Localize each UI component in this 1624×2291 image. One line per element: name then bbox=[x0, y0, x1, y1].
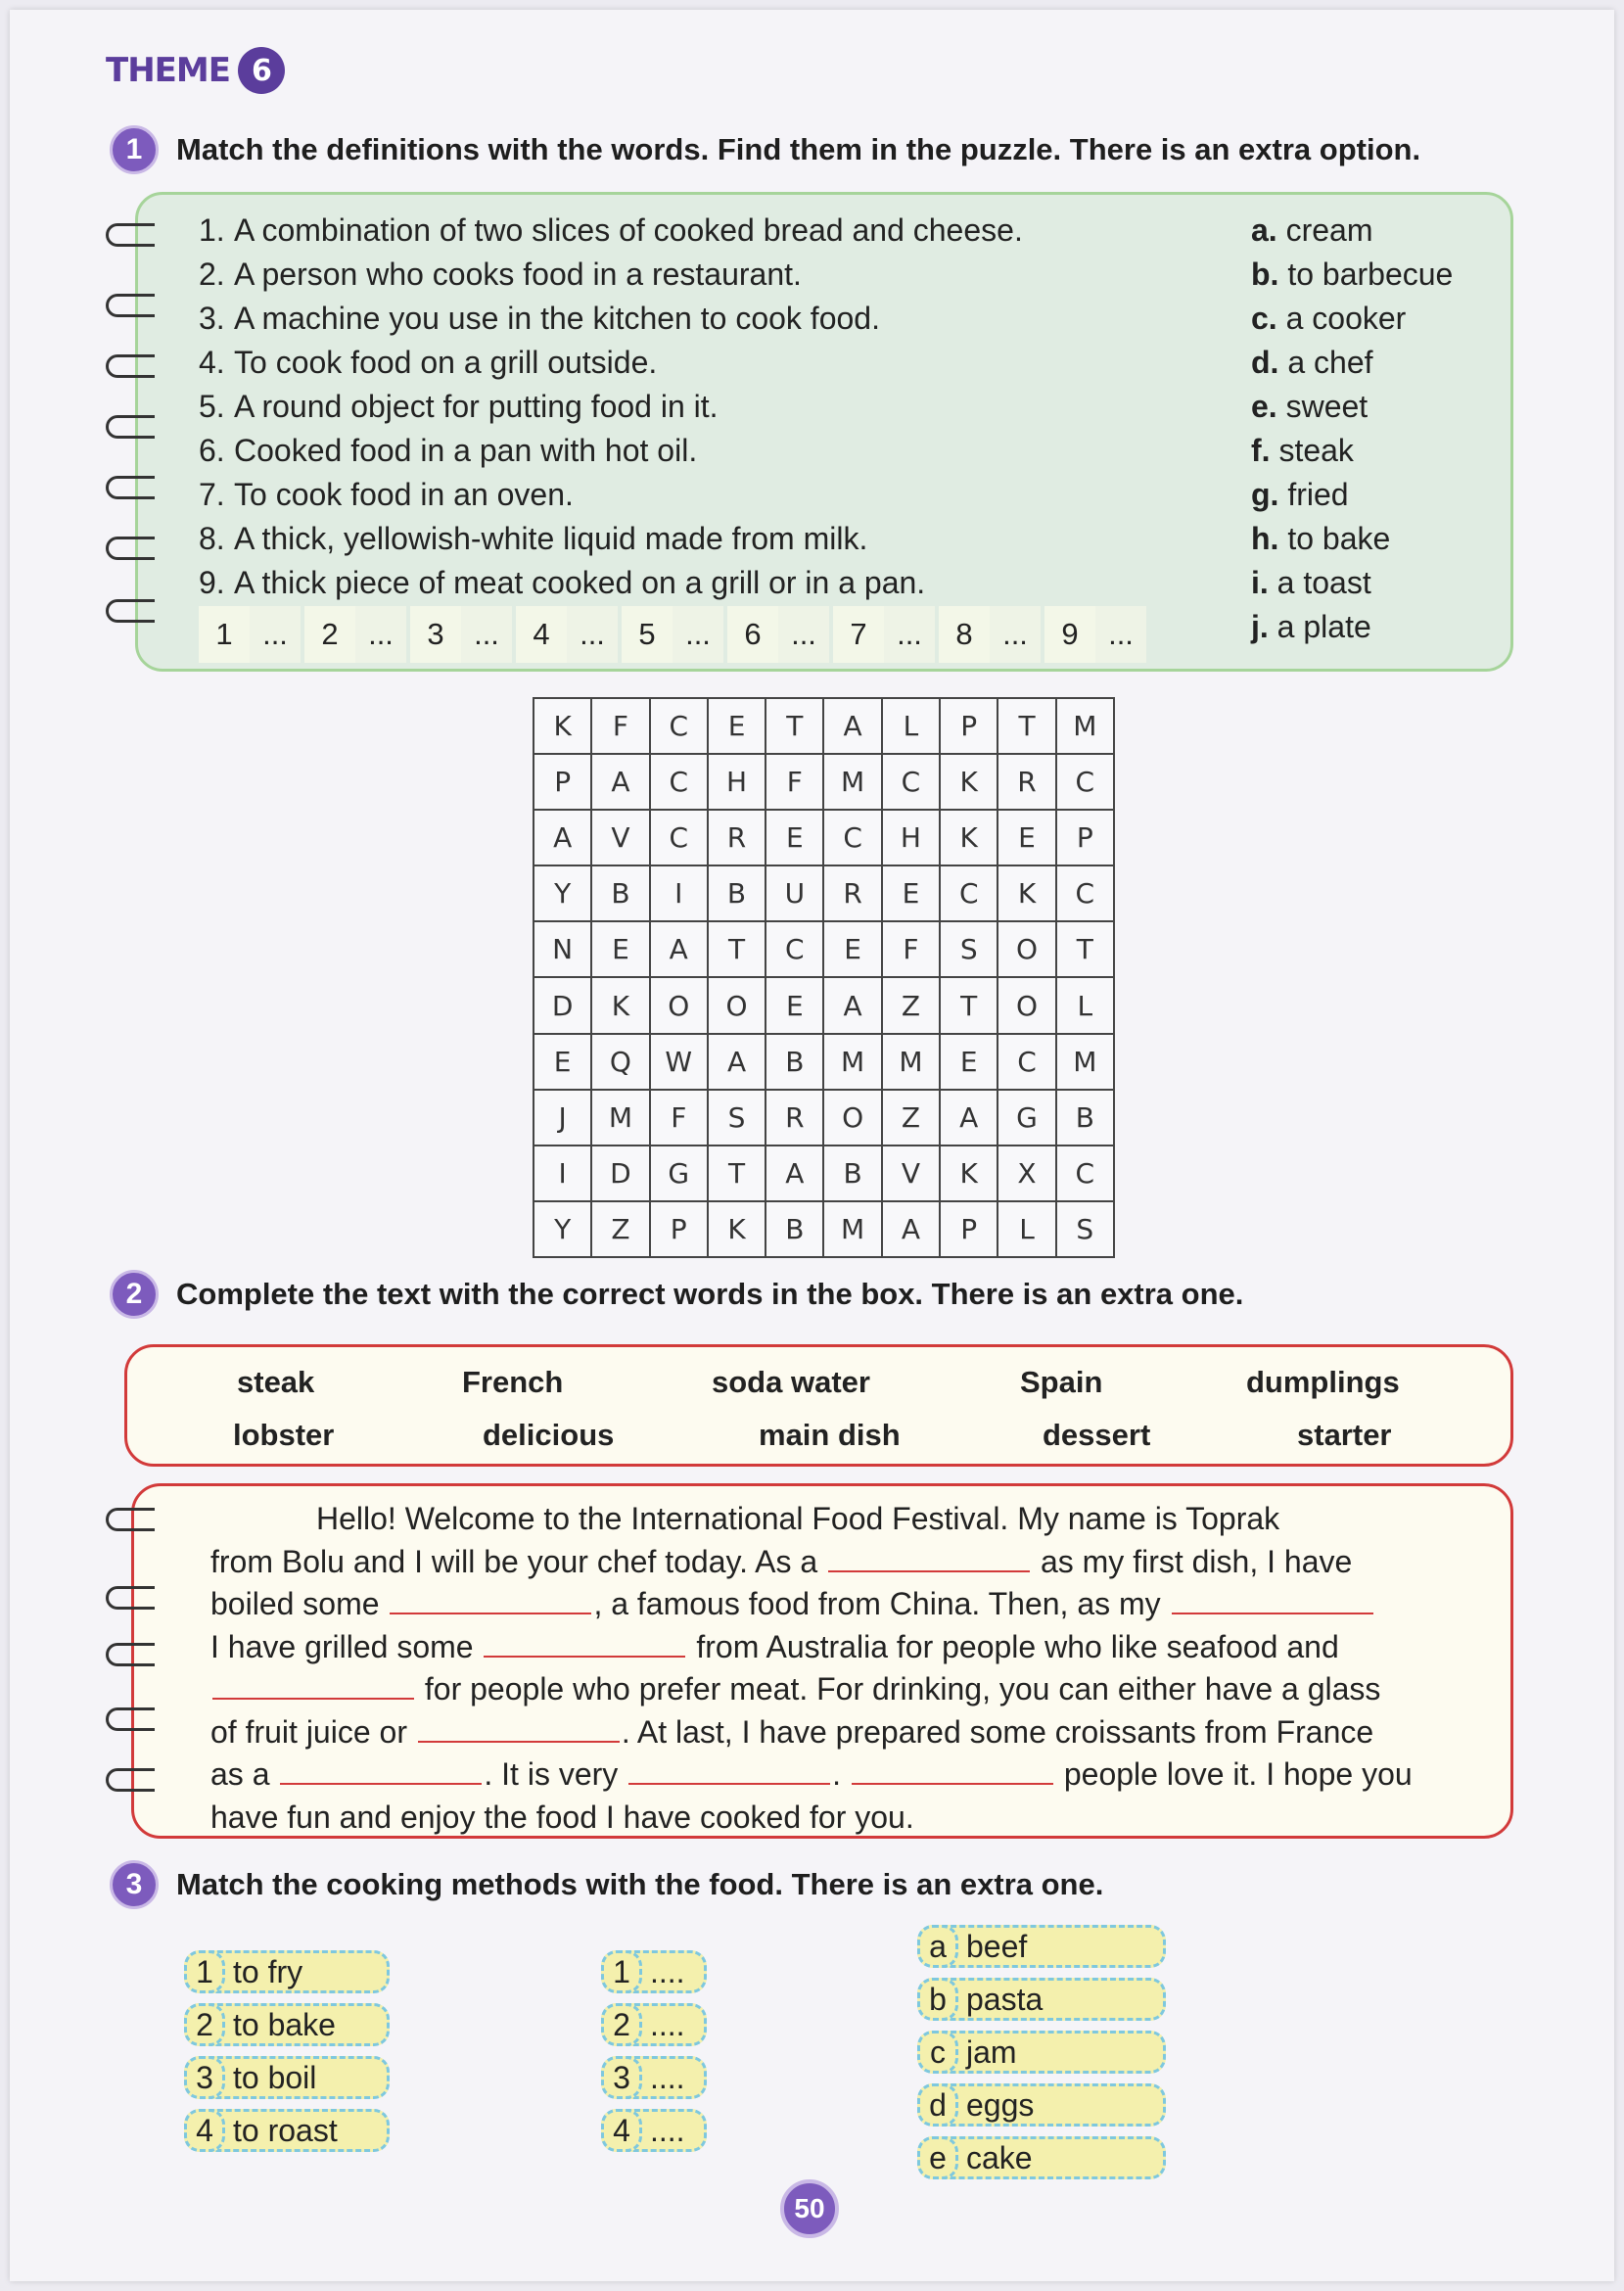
passage-line: boiled some , a famous food from China. Then, as my bbox=[210, 1583, 1503, 1626]
food-item: b pasta bbox=[917, 1978, 1166, 2021]
puzzle-cell[interactable]: C bbox=[766, 921, 823, 977]
puzzle-cell[interactable]: S bbox=[1056, 1201, 1114, 1257]
method-answer-slot[interactable]: 2 .... bbox=[601, 2003, 707, 2046]
answer-blank[interactable] bbox=[852, 1759, 1053, 1785]
option-item: c. a cooker bbox=[1251, 301, 1407, 336]
text-box bbox=[131, 1483, 1513, 1839]
answer-blank[interactable] bbox=[628, 1759, 830, 1785]
puzzle-cell[interactable]: U bbox=[766, 865, 823, 921]
puzzle-row bbox=[534, 1090, 1114, 1146]
puzzle-cell[interactable]: O bbox=[998, 977, 1055, 1033]
passage bbox=[210, 1498, 1503, 1839]
definition-item: 5. A round object for putting food in it. bbox=[199, 389, 719, 424]
exercise-3-heading bbox=[110, 1860, 1103, 1909]
definition-item: 6. Cooked food in a pan with hot oil. bbox=[199, 433, 698, 468]
puzzle-cell[interactable]: V bbox=[591, 810, 649, 865]
puzzle-cell[interactable]: D bbox=[534, 977, 591, 1033]
puzzle-cell[interactable]: H bbox=[882, 810, 940, 865]
word-box-item: main dish bbox=[759, 1418, 901, 1452]
puzzle-cell[interactable]: K bbox=[940, 810, 998, 865]
method-answer-slot[interactable]: 3 .... bbox=[601, 2056, 707, 2099]
puzzle-cell[interactable]: E bbox=[534, 1034, 591, 1090]
puzzle-cell[interactable]: M bbox=[823, 1201, 881, 1257]
puzzle-cell[interactable]: T bbox=[998, 698, 1055, 754]
puzzle-cell[interactable]: R bbox=[998, 754, 1055, 810]
puzzle-cell[interactable]: P bbox=[940, 1201, 998, 1257]
puzzle-cell[interactable]: T bbox=[708, 1146, 766, 1201]
puzzle-row bbox=[534, 1201, 1114, 1257]
puzzle-cell[interactable]: C bbox=[1056, 1146, 1114, 1201]
puzzle-cell[interactable]: R bbox=[766, 1090, 823, 1146]
puzzle-cell[interactable]: B bbox=[766, 1201, 823, 1257]
definition-item: 1. A combination of two slices of cooked bread and cheese. bbox=[199, 212, 1023, 248]
method-item: 4 to roast bbox=[184, 2109, 390, 2152]
definition-item: 9. A thick piece of meat cooked on a grill or in a pan. bbox=[199, 565, 926, 600]
puzzle-cell[interactable]: K bbox=[708, 1201, 766, 1257]
puzzle-cell[interactable]: A bbox=[591, 754, 649, 810]
exercise-3-number: 3 bbox=[110, 1860, 159, 1909]
puzzle-cell[interactable]: M bbox=[1056, 698, 1114, 754]
puzzle-cell[interactable]: C bbox=[882, 754, 940, 810]
puzzle-cell[interactable]: W bbox=[650, 1034, 708, 1090]
puzzle-cell[interactable]: C bbox=[650, 810, 708, 865]
passage-line: for people who prefer meat. For drinking, you can either have a glass bbox=[210, 1668, 1503, 1711]
word-box-item: soda water bbox=[712, 1365, 870, 1399]
puzzle-cell[interactable]: K bbox=[591, 977, 649, 1033]
word-box-item: starter bbox=[1297, 1418, 1392, 1452]
puzzle-row bbox=[534, 921, 1114, 977]
puzzle-cell[interactable]: S bbox=[940, 921, 998, 977]
method-answer-slot[interactable]: 4 .... bbox=[601, 2109, 707, 2152]
puzzle-cell[interactable]: M bbox=[823, 754, 881, 810]
puzzle-cell[interactable]: B bbox=[1056, 1090, 1114, 1146]
puzzle-cell[interactable]: B bbox=[823, 1146, 881, 1201]
puzzle-cell[interactable]: F bbox=[591, 698, 649, 754]
puzzle-cell[interactable]: C bbox=[998, 1034, 1055, 1090]
puzzle-cell[interactable]: Z bbox=[882, 977, 940, 1033]
word-box-item: delicious bbox=[483, 1418, 615, 1452]
puzzle-cell[interactable]: R bbox=[823, 865, 881, 921]
puzzle-cell[interactable]: A bbox=[534, 810, 591, 865]
puzzle-cell[interactable]: M bbox=[1056, 1034, 1114, 1090]
puzzle-cell[interactable]: P bbox=[1056, 810, 1114, 865]
exercise-2-heading bbox=[110, 1270, 1243, 1319]
method-item: 2 to bake bbox=[184, 2003, 390, 2046]
puzzle-cell[interactable]: F bbox=[882, 921, 940, 977]
puzzle-cell[interactable]: Z bbox=[882, 1090, 940, 1146]
puzzle-cell[interactable]: D bbox=[591, 1146, 649, 1201]
definition-item: 8. A thick, yellowish-white liquid made from milk. bbox=[199, 521, 868, 556]
puzzle-row bbox=[534, 977, 1114, 1033]
puzzle-cell[interactable]: A bbox=[882, 1201, 940, 1257]
exercise-2-instruction: Complete the text with the correct words in the box. There is an extra one. bbox=[176, 1277, 1244, 1311]
answer-blank[interactable] bbox=[280, 1759, 482, 1785]
puzzle-row bbox=[534, 754, 1114, 810]
option-item: h. to bake bbox=[1251, 521, 1391, 556]
puzzle-cell[interactable]: P bbox=[650, 1201, 708, 1257]
answer-row bbox=[199, 606, 1150, 663]
puzzle-cell[interactable]: E bbox=[998, 810, 1055, 865]
answer-slot[interactable]: 2 ... bbox=[304, 606, 406, 663]
puzzle-cell[interactable]: I bbox=[650, 865, 708, 921]
word-box-item: French bbox=[462, 1365, 564, 1399]
option-item: b. to barbecue bbox=[1251, 257, 1454, 292]
passage-line: of fruit juice or . At last, I have prepared some croissants from France bbox=[210, 1713, 1374, 1750]
puzzle-cell[interactable]: X bbox=[998, 1146, 1055, 1201]
definition-item: 7. To cook food in an oven. bbox=[199, 477, 574, 512]
food-item: a beef bbox=[917, 1925, 1166, 1968]
option-item: d. a chef bbox=[1251, 345, 1373, 380]
puzzle-cell[interactable]: B bbox=[708, 865, 766, 921]
passage-line: as a . It is very . people love it. I hope you bbox=[210, 1756, 1413, 1792]
puzzle-cell[interactable]: O bbox=[708, 977, 766, 1033]
word-box bbox=[124, 1344, 1513, 1467]
passage-line: Hello! Welcome to the International Food Festival. My name is Toprak bbox=[316, 1501, 1280, 1536]
options-list bbox=[1251, 209, 1453, 649]
puzzle-cell[interactable]: C bbox=[1056, 865, 1114, 921]
puzzle-row bbox=[534, 865, 1114, 921]
puzzle-cell[interactable]: Y bbox=[534, 865, 591, 921]
puzzle-cell[interactable]: G bbox=[998, 1090, 1055, 1146]
food-item: e cake bbox=[917, 2136, 1166, 2179]
puzzle-cell[interactable]: P bbox=[534, 754, 591, 810]
puzzle-cell[interactable]: T bbox=[1056, 921, 1114, 977]
answer-blank[interactable] bbox=[828, 1547, 1030, 1572]
answer-slot[interactable]: 8 ... bbox=[939, 606, 1041, 663]
puzzle-row bbox=[534, 1146, 1114, 1201]
puzzle-cell[interactable]: K bbox=[534, 698, 591, 754]
answer-blank[interactable] bbox=[484, 1632, 685, 1658]
option-item: a. cream bbox=[1251, 212, 1373, 248]
puzzle-cell[interactable]: C bbox=[823, 810, 881, 865]
puzzle-cell[interactable]: A bbox=[708, 1034, 766, 1090]
puzzle-cell[interactable]: C bbox=[1056, 754, 1114, 810]
passage-line: from Bolu and I will be your chef today. As a as my first dish, I have bbox=[210, 1543, 1353, 1579]
puzzle-cell[interactable]: E bbox=[882, 865, 940, 921]
puzzle-cell[interactable]: N bbox=[534, 921, 591, 977]
puzzle-cell[interactable]: B bbox=[591, 865, 649, 921]
puzzle-row bbox=[534, 1034, 1114, 1090]
definition-item: 4. To cook food on a grill outside. bbox=[199, 345, 658, 380]
method-item: 1 to fry bbox=[184, 1950, 390, 1993]
puzzle-cell[interactable]: A bbox=[940, 1090, 998, 1146]
passage-line: I have grilled some from Australia for people who like seafood and bbox=[210, 1628, 1339, 1664]
answer-slot[interactable]: 6 ... bbox=[727, 606, 829, 663]
exercise-1-number: 1 bbox=[110, 125, 159, 174]
puzzle-cell[interactable]: Z bbox=[591, 1201, 649, 1257]
word-box-item: Spain bbox=[1020, 1365, 1103, 1399]
puzzle-cell[interactable]: F bbox=[650, 1090, 708, 1146]
puzzle-cell[interactable]: I bbox=[534, 1146, 591, 1201]
puzzle-cell[interactable]: A bbox=[650, 921, 708, 977]
puzzle-cell[interactable]: E bbox=[766, 977, 823, 1033]
puzzle-cell[interactable]: E bbox=[823, 921, 881, 977]
puzzle-cell[interactable]: A bbox=[823, 977, 881, 1033]
theme-label: THEME bbox=[106, 51, 230, 90]
exercise-3-instruction: Match the cooking methods with the food. There is an extra one. bbox=[176, 1867, 1104, 1901]
answer-slot[interactable]: 7 ... bbox=[833, 606, 935, 663]
puzzle-cell[interactable]: H bbox=[708, 754, 766, 810]
food-item: d eggs bbox=[917, 2083, 1166, 2127]
option-item: i. a toast bbox=[1251, 565, 1371, 600]
puzzle-cell[interactable]: G bbox=[650, 1146, 708, 1201]
puzzle-cell[interactable]: E bbox=[708, 698, 766, 754]
puzzle-cell[interactable]: V bbox=[882, 1146, 940, 1201]
food-item: c jam bbox=[917, 2031, 1166, 2074]
puzzle-cell[interactable]: C bbox=[650, 754, 708, 810]
puzzle-cell[interactable]: O bbox=[823, 1090, 881, 1146]
word-box-item: dumplings bbox=[1246, 1365, 1400, 1399]
puzzle-cell[interactable]: E bbox=[940, 1034, 998, 1090]
puzzle-row bbox=[534, 698, 1114, 754]
answer-slot[interactable]: 1 ... bbox=[199, 606, 301, 663]
puzzle-cell[interactable]: O bbox=[650, 977, 708, 1033]
exercise-1-heading bbox=[110, 125, 1420, 174]
puzzle-cell[interactable]: A bbox=[766, 1146, 823, 1201]
puzzle-cell[interactable]: M bbox=[823, 1034, 881, 1090]
puzzle-cell[interactable]: T bbox=[766, 698, 823, 754]
puzzle-cell[interactable]: E bbox=[591, 921, 649, 977]
puzzle-cell[interactable]: F bbox=[766, 754, 823, 810]
word-search-puzzle bbox=[533, 697, 1115, 1258]
puzzle-cell[interactable]: C bbox=[940, 865, 998, 921]
puzzle-cell[interactable]: L bbox=[882, 698, 940, 754]
answer-blank[interactable] bbox=[418, 1717, 620, 1743]
puzzle-cell[interactable]: L bbox=[1056, 977, 1114, 1033]
puzzle-row bbox=[534, 810, 1114, 865]
puzzle-cell[interactable]: K bbox=[998, 865, 1055, 921]
exercise-1-instruction: Match the definitions with the words. Find them in the puzzle. There is an extra option. bbox=[176, 132, 1421, 166]
puzzle-cell[interactable]: K bbox=[940, 754, 998, 810]
puzzle-cell[interactable]: S bbox=[708, 1090, 766, 1146]
definition-item: 3. A machine you use in the kitchen to cook food. bbox=[199, 301, 880, 336]
word-box-item: dessert bbox=[1043, 1418, 1151, 1452]
passage-line: have fun and enjoy the food I have cooked for you. bbox=[210, 1799, 914, 1835]
word-box-item: lobster bbox=[233, 1418, 335, 1452]
option-item: f. steak bbox=[1251, 433, 1354, 468]
puzzle-cell[interactable]: B bbox=[766, 1034, 823, 1090]
puzzle-cell[interactable]: E bbox=[766, 810, 823, 865]
answer-slot[interactable]: 4 ... bbox=[516, 606, 618, 663]
answer-blank[interactable] bbox=[212, 1674, 414, 1700]
answer-slot[interactable]: 3 ... bbox=[410, 606, 512, 663]
answer-blank[interactable] bbox=[390, 1589, 591, 1614]
definitions-list bbox=[199, 209, 1023, 605]
puzzle-cell[interactable]: L bbox=[998, 1201, 1055, 1257]
puzzle-cell[interactable]: R bbox=[708, 810, 766, 865]
puzzle-cell[interactable]: T bbox=[940, 977, 998, 1033]
option-item: g. fried bbox=[1251, 477, 1349, 512]
option-item: j. a plate bbox=[1251, 609, 1371, 644]
word-box-item: steak bbox=[237, 1365, 315, 1399]
page-number: 50 bbox=[780, 2179, 839, 2238]
exercise-2-number: 2 bbox=[110, 1270, 159, 1319]
answer-blank[interactable] bbox=[1172, 1589, 1373, 1614]
definitions-box bbox=[135, 192, 1513, 672]
method-answer-slot[interactable]: 1 .... bbox=[601, 1950, 707, 1993]
method-item: 3 to boil bbox=[184, 2056, 390, 2099]
puzzle-cell[interactable]: K bbox=[940, 1146, 998, 1201]
answer-slot[interactable]: 5 ... bbox=[622, 606, 723, 663]
answer-slot[interactable]: 9 ... bbox=[1044, 606, 1146, 663]
puzzle-cell[interactable]: Y bbox=[534, 1201, 591, 1257]
theme-number: 6 bbox=[238, 47, 285, 94]
puzzle-cell[interactable]: A bbox=[823, 698, 881, 754]
puzzle-cell[interactable]: M bbox=[882, 1034, 940, 1090]
puzzle-cell[interactable]: O bbox=[998, 921, 1055, 977]
puzzle-cell[interactable]: P bbox=[940, 698, 998, 754]
puzzle-cell[interactable]: Q bbox=[591, 1034, 649, 1090]
theme-heading bbox=[106, 47, 285, 94]
puzzle-cell[interactable]: M bbox=[591, 1090, 649, 1146]
puzzle-cell[interactable]: C bbox=[650, 698, 708, 754]
puzzle-cell[interactable]: J bbox=[534, 1090, 591, 1146]
option-item: e. sweet bbox=[1251, 389, 1369, 424]
definition-item: 2. A person who cooks food in a restaurant. bbox=[199, 257, 802, 292]
puzzle-cell[interactable]: T bbox=[708, 921, 766, 977]
